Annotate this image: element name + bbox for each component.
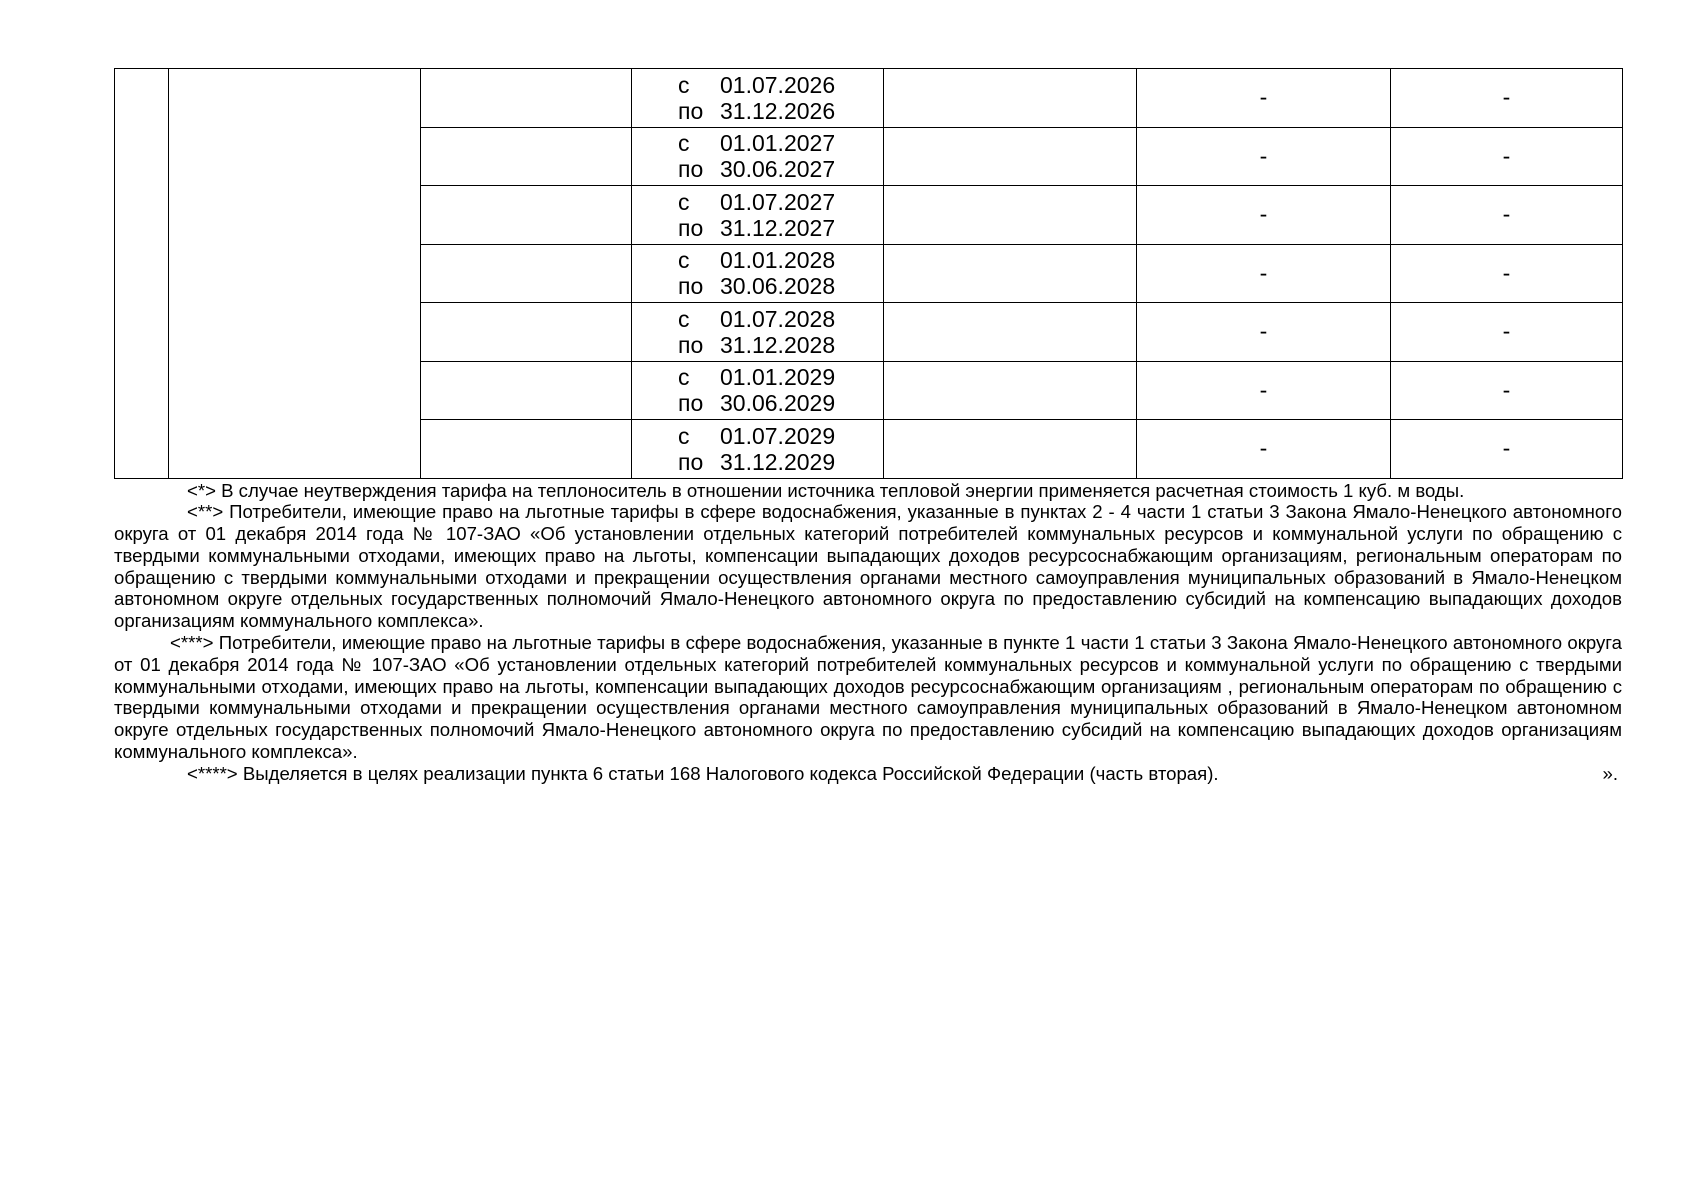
category-cell	[421, 303, 632, 362]
period-from	[678, 306, 883, 332]
period-from-prefix: с	[678, 305, 690, 332]
value-cell-1: -	[1137, 420, 1391, 479]
category-cell	[421, 127, 632, 186]
period-cell	[632, 244, 884, 303]
tariff-value-cell	[884, 244, 1137, 303]
period-to	[678, 156, 883, 182]
period-from-prefix: с	[678, 130, 690, 157]
table-row	[115, 69, 1623, 128]
value-cell-2: -	[1391, 244, 1623, 303]
period-from	[678, 423, 883, 449]
footnote-4-text: <****> Выделяется в целях реализации пункта 6 статьи 168 Налогового кодекса Российской Федерации (часть вторая).	[187, 762, 1219, 784]
period-to-prefix: по	[678, 97, 704, 124]
period-to-date: 30.06.2029	[720, 390, 836, 417]
period-to	[678, 215, 883, 241]
period-to-prefix: по	[678, 331, 704, 358]
period-cell	[632, 127, 884, 186]
category-cell	[421, 186, 632, 245]
period-from-date: 01.07.2027	[720, 188, 836, 215]
value-cell-2: -	[1391, 361, 1623, 420]
value-cell-2: -	[1391, 127, 1623, 186]
category-cell	[421, 361, 632, 420]
value-cell-1: -	[1137, 303, 1391, 362]
footnotes	[114, 480, 1622, 785]
value-cell-1: -	[1137, 244, 1391, 303]
tariff-value-cell	[884, 361, 1137, 420]
tariff-value-cell	[884, 69, 1137, 128]
period-to-date: 31.12.2027	[720, 214, 836, 241]
tariff-table-body	[115, 69, 1623, 479]
period-from-date: 01.07.2026	[720, 71, 836, 98]
period-from-prefix: с	[678, 188, 690, 215]
period-to	[678, 273, 883, 299]
period-to-date: 31.12.2029	[720, 448, 836, 475]
period-to-prefix: по	[678, 273, 704, 300]
value-cell-1: -	[1137, 127, 1391, 186]
period-to	[678, 390, 883, 416]
category-cell	[421, 69, 632, 128]
footnote-4	[114, 763, 1622, 785]
period-cell	[632, 303, 884, 362]
document-body	[114, 68, 1622, 785]
period-to-date: 31.12.2026	[720, 97, 836, 124]
period-from-prefix: с	[678, 71, 690, 98]
value-cell-1: -	[1137, 69, 1391, 128]
footnote-1: <*> В случае неутверждения тарифа на теплоноситель в отношении источника тепловой энергии применяется расчетная стоимость 1 куб. м воды.	[187, 479, 1465, 501]
value-cell-2: -	[1391, 303, 1623, 362]
tariff-table	[114, 68, 1623, 479]
period-cell	[632, 420, 884, 479]
period-to	[678, 449, 883, 475]
period-from	[678, 189, 883, 215]
period-cell	[632, 69, 884, 128]
period-from-date: 01.01.2029	[720, 364, 836, 391]
period-to	[678, 98, 883, 124]
period-to-prefix: по	[678, 156, 704, 183]
period-to-prefix: по	[678, 390, 704, 417]
period-from-date: 01.01.2027	[720, 130, 836, 157]
value-cell-2: -	[1391, 420, 1623, 479]
period-cell	[632, 361, 884, 420]
period-from-date: 01.07.2028	[720, 305, 836, 332]
period-from	[678, 130, 883, 156]
period-cell	[632, 186, 884, 245]
organization-cell	[169, 69, 421, 479]
period-to	[678, 332, 883, 358]
period-to-prefix: по	[678, 214, 704, 241]
footnote-2: <**> Потребители, имеющие право на льготные тарифы в сфере водоснабжения, указанные в пунктах 2 - 4 части 1 статьи 3 Закона Ямало-Ненецкого автономного округа от 01 декабря 2014 года № 107-ЗАО «Об установлении отдельных категорий потребителей коммунальных ресурсов и коммунальной услуги по обращению с твердыми коммунальными отходами, имеющих право на льготы, компенсации выпадающих доходов ресурсоснабжающим организациям, региональным операторам по обращению с твердыми коммунальными отходами и прекращении осуществления органами местного самоуправления муниципальных образований в Ямало-Ненецком автономном округе отдельных государственных полномочий Ямало-Ненецкого автономного округа по предоставлению субсидий на компенсацию выпадающих доходов организациям коммунального комплекса».	[114, 501, 1622, 632]
tariff-value-cell	[884, 186, 1137, 245]
footnote-3: <***> Потребители, имеющие право на льготные тарифы в сфере водоснабжения, указанные в пункте 1 части 1 статьи 3 Закона Ямало-Ненецкого автономного округа от 01 декабря 2014 года № 107-ЗАО «Об установлении отдельных категорий потребителей коммунальных ресурсов и коммунальной услуги по обращению с твердыми коммунальными отходами, имеющих право на льготы, компенсации выпадающих доходов ресурсоснабжающим организациям , региональным операторам по обращению с твердыми коммунальными отходами и прекращении осуществления органами местного самоуправления муниципальных образований в Ямало-Ненецком автономном округе отдельных государственных полномочий Ямало-Ненецкого автономного округа по предоставлению субсидий на компенсацию выпадающих доходов организациям коммунального комплекса».	[114, 632, 1622, 763]
category-cell	[421, 244, 632, 303]
period-from-prefix: с	[678, 247, 690, 274]
tariff-value-cell	[884, 420, 1137, 479]
tariff-value-cell	[884, 127, 1137, 186]
period-from-date: 01.01.2028	[720, 247, 836, 274]
category-cell	[421, 420, 632, 479]
period-to-prefix: по	[678, 448, 704, 475]
period-from	[678, 72, 883, 98]
value-cell-1: -	[1137, 186, 1391, 245]
period-from	[678, 247, 883, 273]
period-to-date: 30.06.2027	[720, 156, 836, 183]
period-to-date: 30.06.2028	[720, 273, 836, 300]
period-from-prefix: с	[678, 422, 690, 449]
period-from	[678, 364, 883, 390]
row-number-cell	[115, 69, 169, 479]
value-cell-2: -	[1391, 186, 1623, 245]
value-cell-2: -	[1391, 69, 1623, 128]
closing-quote: ».	[1602, 762, 1618, 784]
tariff-value-cell	[884, 303, 1137, 362]
period-to-date: 31.12.2028	[720, 331, 836, 358]
period-from-date: 01.07.2029	[720, 422, 836, 449]
value-cell-1: -	[1137, 361, 1391, 420]
period-from-prefix: с	[678, 364, 690, 391]
